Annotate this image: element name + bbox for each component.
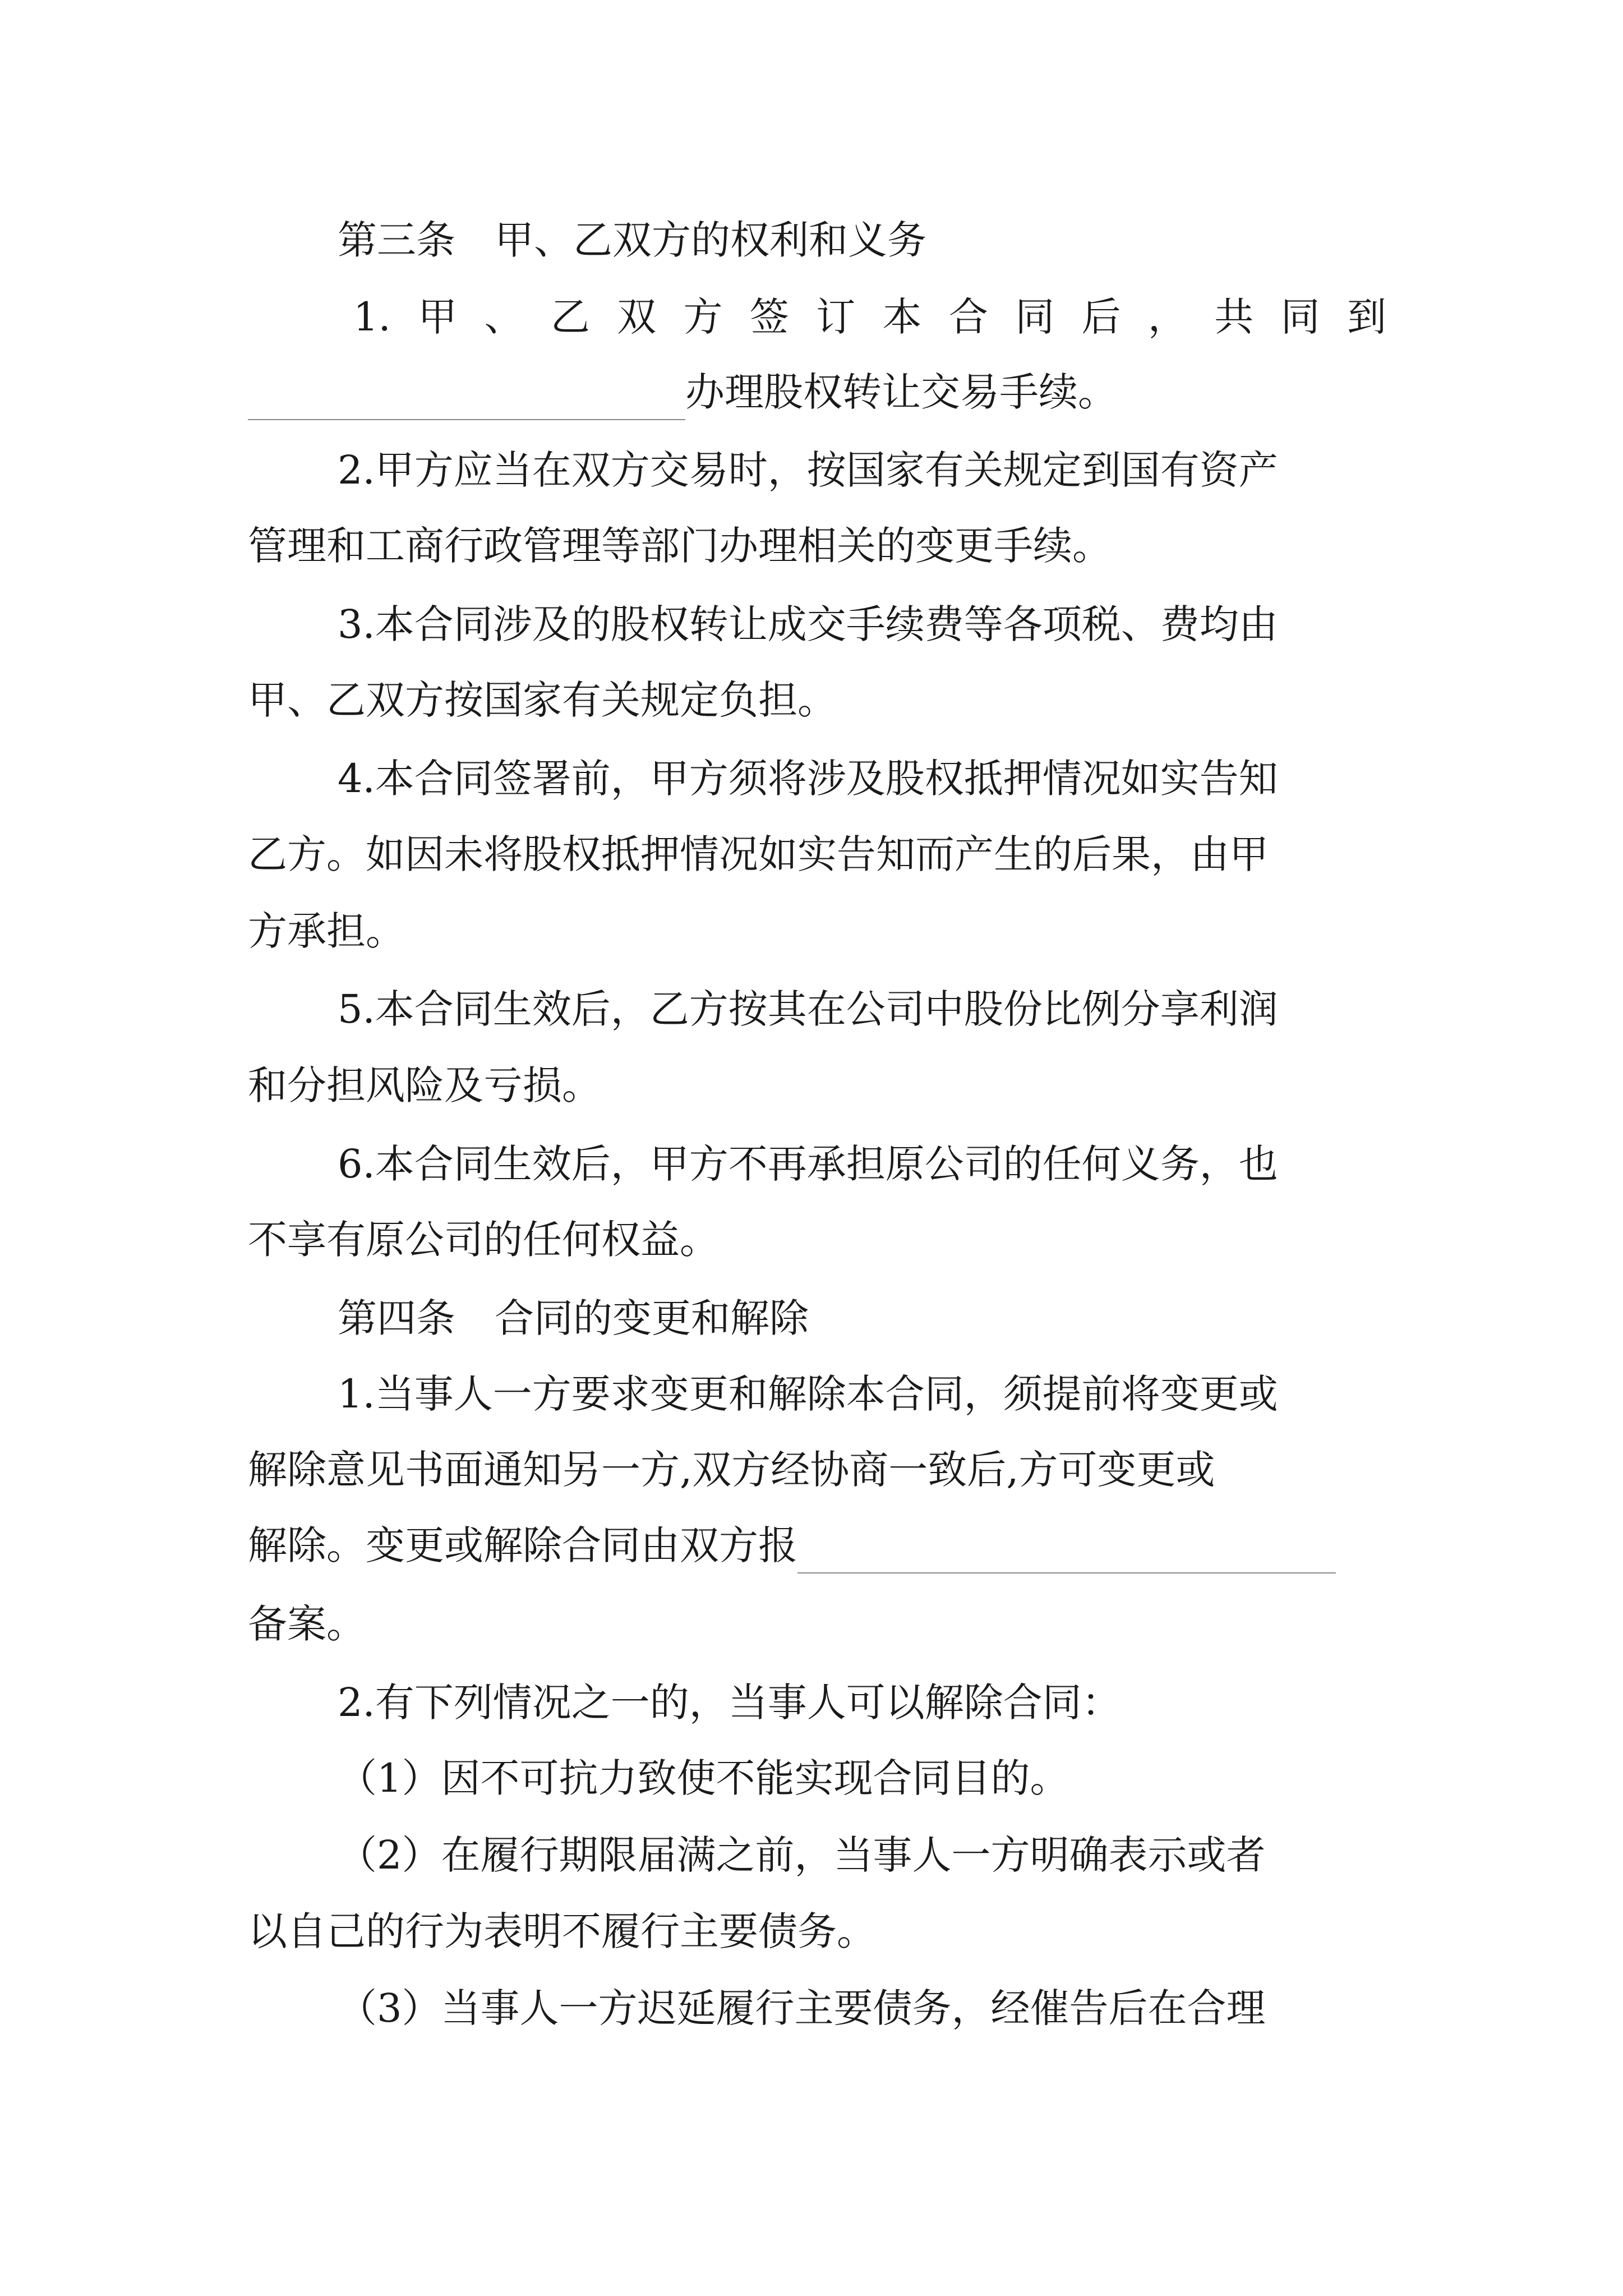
article-3-item-1-line-1 [353, 289, 1386, 345]
article-3-item-5-line-2: 和分担风险及亏损。 [248, 1062, 601, 1108]
article-3-item-4-line-1: 4.本合同签署前，甲方须将涉及股权抵押情况如实告知 [338, 756, 1278, 802]
spaced-char: 本 [882, 294, 922, 340]
article-3-heading [338, 212, 1386, 268]
article-4-item-2-intro: 2.有下列情况之一的，当事人可以解除合同： [338, 1680, 1121, 1726]
spaced-char: 乙 [550, 294, 590, 340]
article-3-item-2-line-1: 2.甲方应当在双方交易时，按国家有关规定到国有资产 [338, 447, 1278, 493]
article-4-case-1: （1）因不可抗力致使不能实现合同目的。 [338, 1755, 1069, 1801]
spaced-char: 同 [1015, 294, 1055, 340]
article-4-title: 合同的变更和解除 [495, 1295, 809, 1341]
article-3-item-6-line-2: 不享有原公司的任何权益。 [248, 1217, 719, 1263]
spaced-char: 方 [683, 294, 723, 340]
article-3-item-6-line-1: 6.本合同生效后，甲方不再承担原公司的任何义务，也 [338, 1141, 1278, 1187]
article-3-item-4-line-3: 方承担。 [248, 908, 405, 954]
article-3-item-1-tail: 办理股权转让交易手续。 [685, 369, 1117, 415]
spaced-char: 共 [1214, 294, 1254, 340]
article-4-item-1-line-4: 备案。 [248, 1601, 366, 1647]
article-3-title: 甲、乙双方的权利和义务 [495, 217, 926, 263]
fill-in-blank[interactable] [797, 1529, 1336, 1573]
article-4-heading [338, 1290, 1386, 1346]
spaced-char: 、 [484, 294, 524, 340]
spaced-char: 同 [1280, 294, 1320, 340]
article-4-item-1-line-2: 解除意见书面通知另一方,双方经协商一致后,方可变更或 [248, 1447, 1215, 1493]
article-4-case-2-line-2: 以自己的行为表明不履行主要债务。 [248, 1908, 876, 1954]
fill-in-blank[interactable] [248, 375, 685, 420]
spaced-char: 后 [1081, 294, 1121, 340]
article-3-item-3-line-2: 甲、乙双方按国家有关规定负担。 [248, 677, 837, 723]
spaced-char: 1. [353, 294, 391, 340]
article-4-number: 第四条 [338, 1295, 455, 1341]
article-3-item-5-line-1: 5.本合同生效后，乙方按其在公司中股份比例分享利润 [338, 986, 1278, 1032]
spaced-char: 到 [1347, 294, 1386, 340]
spaced-char: 签 [749, 294, 789, 340]
article-3-item-2-line-2: 管理和工商行政管理等部门办理相关的变更手续。 [248, 523, 1112, 569]
spaced-char: 订 [816, 294, 856, 340]
spaced-char: 甲 [418, 294, 458, 340]
spaced-char: 合 [948, 294, 988, 340]
article-3-item-1-line-2 [248, 364, 1386, 420]
article-4-item-1-line-3-text: 解除。变更或解除合同由双方报 [248, 1522, 797, 1568]
article-4-item-1-line-3 [248, 1517, 1386, 1573]
article-4-case-3-line-1: （3）当事人一方迟延履行主要债务，经催告后在合理 [338, 1985, 1266, 2031]
article-3-item-4-line-2: 乙方。如因未将股权抵押情况如实告知而产生的后果，由甲 [248, 831, 1269, 877]
article-4-item-1-line-1: 1.当事人一方要求变更和解除本合同，须提前将变更或 [338, 1371, 1278, 1417]
article-4-case-2-line-1: （2）在履行期限届满之前，当事人一方明确表示或者 [338, 1832, 1266, 1878]
spaced-char: ， [1147, 294, 1187, 340]
article-3-item-3-line-1: 3.本合同涉及的股权转让成交手续费等各项税、费均由 [338, 601, 1278, 647]
spaced-char: 双 [617, 294, 657, 340]
article-3-number: 第三条 [338, 217, 455, 263]
